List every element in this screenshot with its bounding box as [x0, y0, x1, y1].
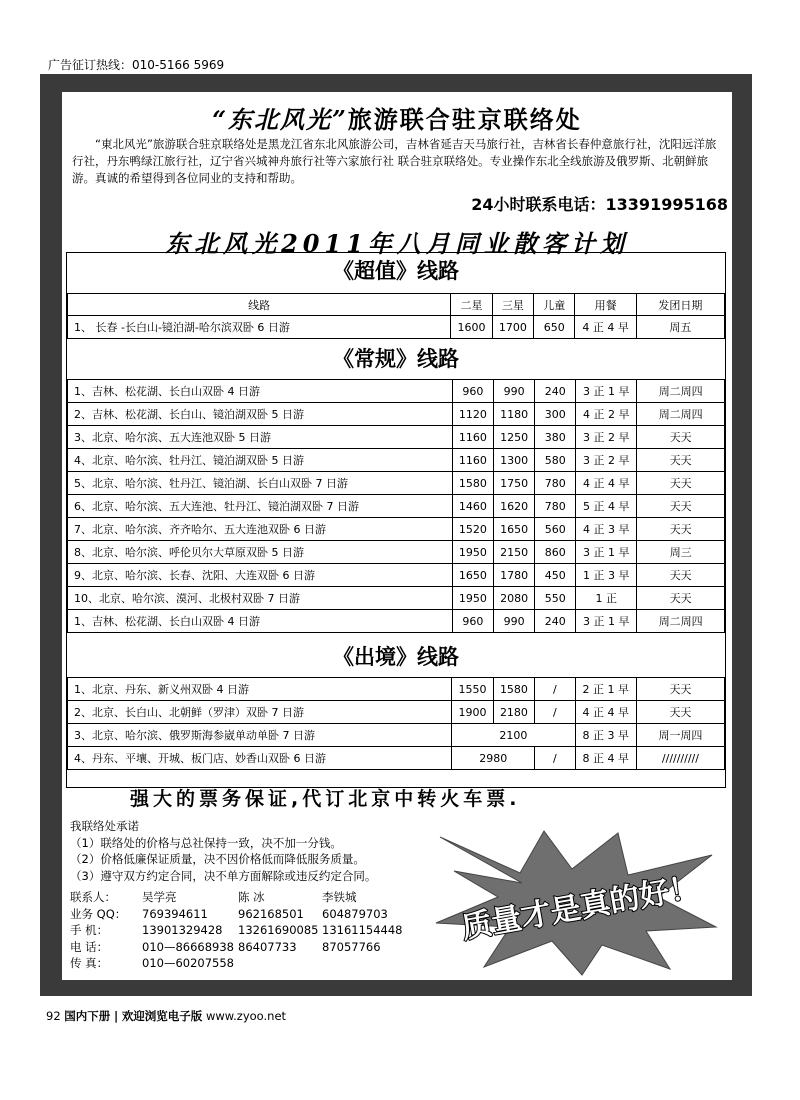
- price-three-star: 2150: [493, 541, 534, 564]
- price-child: /: [535, 678, 575, 701]
- table-row: [68, 747, 725, 770]
- table-row: [68, 724, 725, 747]
- table-row: [68, 610, 725, 633]
- meals: 4 正 4 早: [576, 472, 637, 495]
- table-row: [68, 449, 725, 472]
- meals: 3 正 2 早: [576, 449, 637, 472]
- header-route: 线路: [68, 294, 451, 316]
- departure-days: 天天: [637, 564, 725, 587]
- price-child: 560: [535, 518, 576, 541]
- price-three-star: 1650: [493, 518, 534, 541]
- price-child: /: [535, 747, 575, 770]
- contact-row-mobile: [70, 922, 402, 939]
- contact-person: 陈 冰: [238, 890, 265, 904]
- price-two-star: 1950: [452, 541, 493, 564]
- page-footer: [46, 1008, 286, 1024]
- title-text: 旅游联合驻京联络处: [347, 106, 582, 134]
- route-name: 6、北京、哈尔滨、五大连池、牡丹江、镜泊湖双卧 7 日游: [68, 495, 453, 518]
- price-child: 780: [535, 495, 576, 518]
- qq-number: 769394611: [142, 906, 208, 921]
- meals: 8 正 3 早: [575, 724, 636, 747]
- route-name: 1、吉林、松花湖、长白山双卧 4 日游: [68, 610, 453, 633]
- meals: 2 正 1 早: [575, 678, 636, 701]
- meals: 3 正 1 早: [576, 541, 637, 564]
- phone-label: 24小时联系电话：: [471, 195, 606, 214]
- title-brand: “东北风光”: [212, 105, 348, 134]
- meals: 5 正 4 早: [576, 495, 637, 518]
- table-row: [68, 587, 725, 610]
- contact-row-qq: [70, 906, 402, 923]
- price-two-star: 1520: [452, 518, 493, 541]
- meals: 4 正 4 早: [575, 316, 636, 339]
- fax-number: 010—60207558: [142, 956, 234, 970]
- meals: 1 正 3 早: [576, 564, 637, 587]
- departure-days: 天天: [637, 518, 725, 541]
- value-routes-table: [67, 293, 725, 339]
- footer-separator: |: [113, 1009, 119, 1023]
- contact-person: 吴学亮: [142, 890, 177, 904]
- price-combined: 2100: [452, 724, 575, 747]
- table-row: [68, 380, 725, 403]
- meals: 3 正 1 早: [576, 610, 637, 633]
- table-row: [68, 541, 725, 564]
- price-three-star: 1250: [493, 426, 534, 449]
- price-two-star: 1950: [452, 587, 493, 610]
- header-child: 儿童: [534, 294, 575, 316]
- price-three-star: 2180: [493, 701, 534, 724]
- route-name: 1、 长春 -长白山-镜泊湖-哈尔滨双卧 6 日游: [68, 316, 451, 339]
- price-combined: 2980: [452, 747, 535, 770]
- promise-item: （1）联络处的价格与总社保持一致，决不加一分钱。: [70, 835, 342, 850]
- phone-number: 13391995168: [605, 195, 728, 214]
- meals: 8 正 4 早: [575, 747, 636, 770]
- price-three-star: 1700: [492, 316, 533, 339]
- price-two-star: 1460: [452, 495, 493, 518]
- mobile-number: 13161154448: [322, 923, 403, 937]
- footer-url: www.zyoo.net: [205, 1009, 287, 1023]
- label: 业务 QQ：: [70, 906, 127, 921]
- route-name: 7、北京、哈尔滨、齐齐哈尔、五大连池双卧 6 日游: [68, 518, 453, 541]
- header-meals: 用餐: [575, 294, 636, 316]
- page-number: 92: [46, 1009, 61, 1023]
- header-departure: 发团日期: [636, 294, 724, 316]
- table-row: [68, 518, 725, 541]
- label: 传 真：: [70, 956, 109, 970]
- contact-row-phone: [70, 939, 402, 956]
- route-name: 9、北京、哈尔滨、长春、沈阳、大连双卧 6 日游: [68, 564, 453, 587]
- price-child: 450: [535, 564, 576, 587]
- mobile-number: 13901329428: [142, 923, 223, 937]
- outbound-routes-table: [67, 677, 725, 770]
- departure-days: 天天: [637, 587, 725, 610]
- page-title: [62, 100, 732, 135]
- price-three-star: 1180: [493, 403, 534, 426]
- table-row: [68, 426, 725, 449]
- price-two-star: 960: [452, 610, 493, 633]
- price-two-star: 1600: [451, 316, 492, 339]
- section-title-regular: 《常规》线路: [333, 347, 459, 371]
- regular-routes-table: [67, 379, 725, 633]
- promise-item: （2）价格低廉保证质量，决不因价格低而降低服务质量。: [70, 852, 365, 866]
- price-child: 780: [535, 472, 576, 495]
- route-name: 2、北京、长白山、北朝鲜（罗津）双卧 7 日游: [68, 701, 452, 724]
- contact-block: [70, 889, 402, 972]
- ad-page: [62, 92, 732, 980]
- departure-days: 周三: [637, 541, 725, 564]
- section-title-outbound: 《出境》线路: [333, 645, 459, 669]
- route-name: 2、吉林、松花湖、长白山、镜泊湖双卧 5 日游: [68, 403, 453, 426]
- phone-number: 86407733: [238, 939, 297, 954]
- meals: 4 正 4 早: [575, 701, 636, 724]
- price-child: 240: [535, 610, 576, 633]
- meals: 3 正 1 早: [576, 380, 637, 403]
- footer-tagline: 欢迎浏览电子版: [121, 1009, 203, 1023]
- label: 手 机：: [70, 923, 109, 937]
- price-three-star: 1580: [493, 678, 534, 701]
- price-child: 650: [534, 316, 575, 339]
- price-child: /: [535, 701, 575, 724]
- plan-title: 东北风光2011年八月同业散客计划: [165, 229, 629, 258]
- route-plan-box: [66, 252, 726, 788]
- departure-days: 天天: [637, 472, 725, 495]
- phone-number: 87057766: [322, 939, 381, 954]
- price-child: 240: [535, 380, 576, 403]
- departure-days: 周一周四: [636, 724, 724, 747]
- table-row: [68, 472, 725, 495]
- price-child: 580: [535, 449, 576, 472]
- meals: 4 正 2 早: [576, 403, 637, 426]
- departure-days: 天天: [636, 701, 724, 724]
- price-two-star: 960: [452, 380, 493, 403]
- price-three-star: 1750: [493, 472, 534, 495]
- promise-item: （3）遵守双方约定合同，决不单方面解除或违反约定合同。: [70, 868, 377, 883]
- departure-days: 天天: [637, 495, 725, 518]
- phone-number: 010—86668938: [142, 939, 234, 954]
- meals: 4 正 3 早: [576, 518, 637, 541]
- meals: 1 正: [576, 587, 637, 610]
- price-child: 550: [535, 587, 576, 610]
- departure-days: 周二周四: [637, 403, 725, 426]
- contact-person: 李铁城: [322, 890, 357, 904]
- table-row: [68, 316, 725, 339]
- price-two-star: 1900: [452, 701, 493, 724]
- route-name: 8、北京、哈尔滨、呼伦贝尔大草原双卧 5 日游: [68, 541, 453, 564]
- ticket-slogan: 强大的票务保证,代订北京中转火车票.: [130, 788, 521, 810]
- price-three-star: 1300: [493, 449, 534, 472]
- price-three-star: 990: [493, 380, 534, 403]
- header-two-star: 二星: [451, 294, 492, 316]
- price-two-star: 1550: [452, 678, 493, 701]
- price-two-star: 1650: [452, 564, 493, 587]
- promise-title: 我联络处承诺: [70, 819, 139, 833]
- contact-row-persons: [70, 889, 402, 906]
- route-name: 3、北京、哈尔滨、俄罗斯海参崴单动单卧 7 日游: [68, 724, 452, 747]
- price-three-star: 1780: [493, 564, 534, 587]
- quality-starburst: [432, 827, 722, 977]
- departure-days: 周五: [636, 316, 724, 339]
- route-name: 3、北京、哈尔滨、五大连池双卧 5 日游: [68, 426, 453, 449]
- qq-number: 604879703: [322, 906, 388, 921]
- table-row: [68, 701, 725, 724]
- route-name: 10、北京、哈尔滨、漠河、北极村双卧 7 日游: [68, 587, 453, 610]
- price-child: 300: [535, 403, 576, 426]
- header-three-star: 三星: [492, 294, 533, 316]
- starburst-text: 质量才是真的好！: [459, 869, 702, 946]
- table-row: [68, 564, 725, 587]
- mobile-number: 13261690085: [238, 923, 319, 937]
- departure-days: 天天: [637, 449, 725, 472]
- departure-days: //////////: [636, 747, 724, 770]
- section-title-value: 《超值》线路: [333, 259, 459, 283]
- route-name: 4、丹东、平壤、开城、板门店、妙香山双卧 6 日游: [68, 747, 452, 770]
- price-two-star: 1160: [452, 449, 493, 472]
- label: 联系人：: [70, 890, 116, 904]
- hotline-24h: [471, 192, 728, 215]
- qq-number: 962168501: [238, 906, 304, 921]
- price-two-star: 1160: [452, 426, 493, 449]
- departure-days: 天天: [636, 678, 724, 701]
- route-name: 5、北京、哈尔滨、牡丹江、镜泊湖、长白山双卧 7 日游: [68, 472, 453, 495]
- route-name: 4、北京、哈尔滨、牡丹江、镜泊湖双卧 5 日游: [68, 449, 453, 472]
- table-header-row: [68, 294, 725, 316]
- intro-paragraph: “東北风光”旅游联合驻京联络处是黑龙江省东北风旅游公司，吉林省延吉天马旅行社，吉林省长春仲意旅行社，沈阳远洋旅行社，丹东鸭绿江旅行社，辽宁省兴城神舟旅行社等六家旅行社 联合驻京联络处。专业操作东北全线旅游及俄罗斯、北朝鲜旅游。真诚的希望得到各位同业的支持和帮助。: [72, 137, 717, 185]
- departure-days: 周二周四: [637, 380, 725, 403]
- table-row: [68, 678, 725, 701]
- price-three-star: 2080: [493, 587, 534, 610]
- ad-hotline: 广告征订热线：010-5166 5969: [48, 58, 225, 72]
- route-name: 1、北京、丹东、新义州双卧 4 日游: [68, 678, 452, 701]
- price-three-star: 1620: [493, 495, 534, 518]
- table-row: [68, 403, 725, 426]
- section-name: 国内下册: [64, 1009, 111, 1023]
- price-child: 860: [535, 541, 576, 564]
- price-three-star: 990: [493, 610, 534, 633]
- route-name: 1、吉林、松花湖、长白山双卧 4 日游: [68, 380, 453, 403]
- contact-row-fax: [70, 955, 402, 972]
- departure-days: 天天: [637, 426, 725, 449]
- label: 电 话：: [70, 939, 109, 954]
- price-two-star: 1580: [452, 472, 493, 495]
- table-row: [68, 495, 725, 518]
- meals: 3 正 2 早: [576, 426, 637, 449]
- service-promise: [70, 818, 376, 884]
- price-two-star: 1120: [452, 403, 493, 426]
- departure-days: 周二周四: [637, 610, 725, 633]
- price-child: 380: [535, 426, 576, 449]
